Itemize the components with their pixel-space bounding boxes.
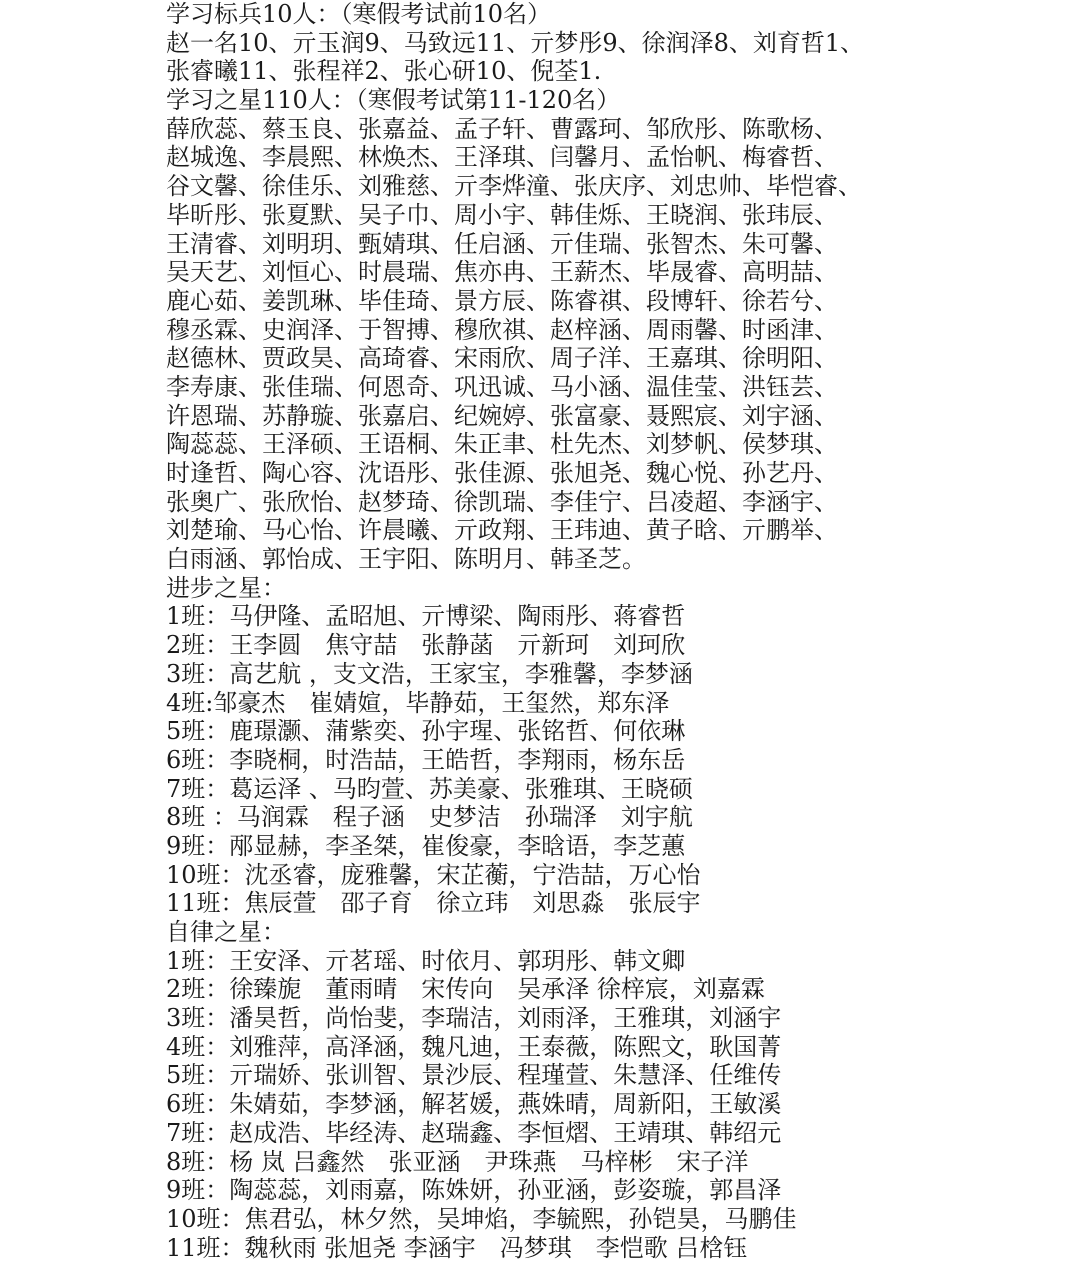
name-line: 吴天艺、刘恒心、时晨瑞、焦亦冉、王薪杰、毕晟睿、高明喆、 — [166, 258, 838, 287]
class-row — [166, 861, 1066, 890]
class-names: 邴显赫，李圣桀，崔俊豪，李晗语，李芝蕙 — [229, 831, 686, 860]
class-names: 李晓桐，时浩喆，王皓哲，李翔雨，杨东岳 — [229, 745, 686, 774]
class-label: 11班： — [166, 889, 245, 918]
name-line: 白雨涵、郭怡成、王宇阳、陈明月、韩圣芝。 — [166, 545, 646, 574]
class-label: 4班： — [166, 1032, 230, 1061]
class-label: 10班： — [166, 860, 245, 889]
zilv-list — [166, 947, 1066, 1263]
class-row — [166, 689, 1066, 718]
name-line: 时逢哲、陶心容、沈语彤、张佳源、张旭尧、魏心悦、孙艺丹、 — [166, 459, 838, 487]
class-row — [166, 1119, 1066, 1148]
class-label: 8班： — [166, 1147, 230, 1176]
class-row — [166, 975, 1066, 1004]
class-label: 10班： — [166, 1204, 245, 1233]
class-row — [166, 1148, 1066, 1177]
class-row — [166, 1004, 1066, 1033]
class-row — [166, 803, 1066, 832]
class-row — [166, 1234, 1066, 1263]
class-label: 7班： — [166, 774, 230, 803]
class-names: 焦君弘，林夕然，吴坤焰，李毓熙，孙铠昊，马鹏佳 — [244, 1204, 797, 1233]
name-line: 鹿心茹、姜凯琳、毕佳琦、景方辰、陈睿祺、段博轩、徐若兮、 — [166, 286, 838, 315]
name-line: 赵一名10、亓玉润9、马致远11、亓梦彤9、徐润泽8、刘育哲1、 — [166, 28, 865, 57]
class-label: 6班： — [166, 745, 230, 774]
class-names: 魏秋雨 张旭尧 李涵宇 冯梦琪 李恺歌 吕梒钰 — [244, 1233, 748, 1262]
name-line: 谷文馨、徐佳乐、刘雅慈、亓李烨潼、张庆序、刘忠帅、毕恺睿、 — [166, 172, 862, 201]
name-line: 许恩瑞、苏静璇、张嘉启、纪婉婷、张富豪、聂熙宸、刘宇涵、 — [166, 401, 838, 430]
class-names: 赵成浩、毕经涛、赵瑞鑫、李恒熠、王靖琪、韩绍元 — [229, 1118, 782, 1147]
class-row — [166, 1061, 1066, 1090]
document-body — [166, 0, 1066, 1262]
class-label: 8班 ： — [166, 803, 237, 832]
class-names: 亓瑞娇、张训智、景沙辰、程瑾萱、朱慧泽、任维传 — [229, 1061, 782, 1090]
biaobing-list — [166, 29, 1066, 86]
name-line: 穆丞霖、史润泽、于智搏、穆欣祺、赵梓涵、周雨馨、时函津、 — [166, 315, 838, 344]
section-header-zhixing: 学习之星110人：（寒假考试第11-120名） — [166, 86, 621, 115]
class-names: 杨 岚 吕鑫然 张亚涵 尹珠燕 马梓彬 宋子洋 — [229, 1147, 749, 1176]
class-names: 朱婧茹，李梦涵，解茗媛，燕姝晴，周新阳，王敏溪 — [229, 1090, 782, 1119]
section-header-jinbu: 进步之星： — [166, 573, 286, 602]
class-row — [166, 1033, 1066, 1062]
name-line: 毕昕彤、张夏默、吴子巾、周小宇、韩佳烁、王晓润、张玮辰、 — [166, 200, 838, 229]
class-row — [166, 1205, 1066, 1234]
class-label: 1班： — [166, 946, 230, 975]
class-label: 11班： — [166, 1233, 245, 1262]
name-line: 王清睿、刘明玥、甄婧琪、任启涵、亓佳瑞、张智杰、朱可馨、 — [166, 229, 838, 258]
class-label: 3班： — [166, 1004, 230, 1033]
jinbu-list — [166, 602, 1066, 918]
class-row — [166, 602, 1066, 631]
class-names: 马伊隆、孟昭旭、亓博梁、陶雨彤、蒋睿哲 — [229, 602, 686, 631]
class-row — [166, 631, 1066, 660]
class-label: 1班： — [166, 602, 230, 631]
class-names: 高艺航 ，支文浩，王家宝，李雅馨，李梦涵 — [229, 659, 693, 688]
class-label: 9班： — [166, 1176, 230, 1205]
class-names: 潘昊哲，尚怡斐，李瑞洁，刘雨泽，王雅琪，刘涵宇 — [229, 1004, 782, 1033]
class-names: 焦辰萱 邵子育 徐立玮 刘思淼 张辰宇 — [244, 889, 701, 918]
zhixing-list — [166, 115, 1066, 574]
class-names: 马润霖 程子涵 史梦洁 孙瑞泽 刘宇航 — [236, 803, 693, 832]
class-label: 2班： — [166, 975, 230, 1004]
name-line: 赵城逸、李晨熙、林焕杰、王泽琪、闫馨月、孟怡帆、梅睿哲、 — [166, 143, 838, 172]
class-names: 陶蕊蕊，刘雨嘉，陈姝妍，孙亚涵，彭姿璇，郭昌泽 — [229, 1176, 782, 1205]
class-row — [166, 1176, 1066, 1205]
class-names: 刘雅萍，高泽涵，魏凡迪，王泰薇，陈熙文，耿国菁 — [229, 1032, 782, 1061]
class-row — [166, 947, 1066, 976]
class-names: 王李圆 焦守喆 张静菡 亓新珂 刘珂欣 — [229, 631, 686, 660]
class-names: 邹豪杰 崔婧媗，毕静茹，王玺然，郑东泽 — [213, 688, 670, 717]
name-line: 张奥广、张欣怡、赵梦琦、徐凯瑞、李佳宁、吕凌超、李涵宇、 — [166, 487, 838, 516]
name-line: 薛欣蕊、蔡玉良、张嘉益、孟子轩、曹露珂、邹欣彤、陈歌杨、 — [166, 114, 838, 143]
class-names: 鹿璟灏、蒲紫奕、孙宇瑆、张铭哲、何依琳 — [229, 717, 686, 746]
name-line: 张睿曦11、张程祥2、张心研10、倪荃1. — [166, 57, 602, 86]
class-label: 3班： — [166, 659, 230, 688]
class-label: 5班： — [166, 1061, 230, 1090]
class-row — [166, 775, 1066, 804]
name-line: 陶蕊蕊、王泽硕、王语桐、朱正聿、杜先杰、刘梦帆、侯梦琪、 — [166, 430, 838, 459]
class-row — [166, 660, 1066, 689]
class-names: 徐臻旎 董雨晴 宋传向 吴承泽 徐梓宸，刘嘉霖 — [229, 975, 765, 1004]
class-row — [166, 889, 1066, 918]
name-line: 赵德林、贾政昊、高琦睿、宋雨欣、周子洋、王嘉琪、徐明阳、 — [166, 344, 838, 373]
class-label: 2班： — [166, 631, 230, 660]
section-header-zilv: 自律之星： — [166, 918, 286, 946]
class-row — [166, 832, 1066, 861]
class-row — [166, 1090, 1066, 1119]
class-row — [166, 746, 1066, 775]
class-label: 5班： — [166, 717, 230, 746]
class-label: 4班: — [166, 688, 214, 717]
name-line: 刘楚瑜、马心怡、许晨曦、亓政翔、王玮迪、黄子晗、亓鹏举、 — [166, 516, 838, 545]
section-header-biaobing: 学习标兵10人：（寒假考试前10名） — [166, 0, 552, 28]
name-line: 李寿康、张佳瑞、何恩奇、巩迅诚、马小涵、温佳莹、洪钰芸、 — [166, 372, 838, 401]
class-names: 王安泽、亓茗瑶、时依月、郭玥彤、韩文卿 — [229, 946, 686, 975]
class-names: 葛运泽 、马昀萱、苏美豪、张雅琪、王晓硕 — [229, 774, 693, 803]
class-row — [166, 717, 1066, 746]
class-label: 9班： — [166, 831, 230, 860]
class-label: 7班： — [166, 1118, 230, 1147]
class-names: 沈丞睿，庞雅馨，宋芷蘅，宁浩喆，万心怡 — [244, 860, 701, 889]
class-label: 6班： — [166, 1090, 230, 1119]
